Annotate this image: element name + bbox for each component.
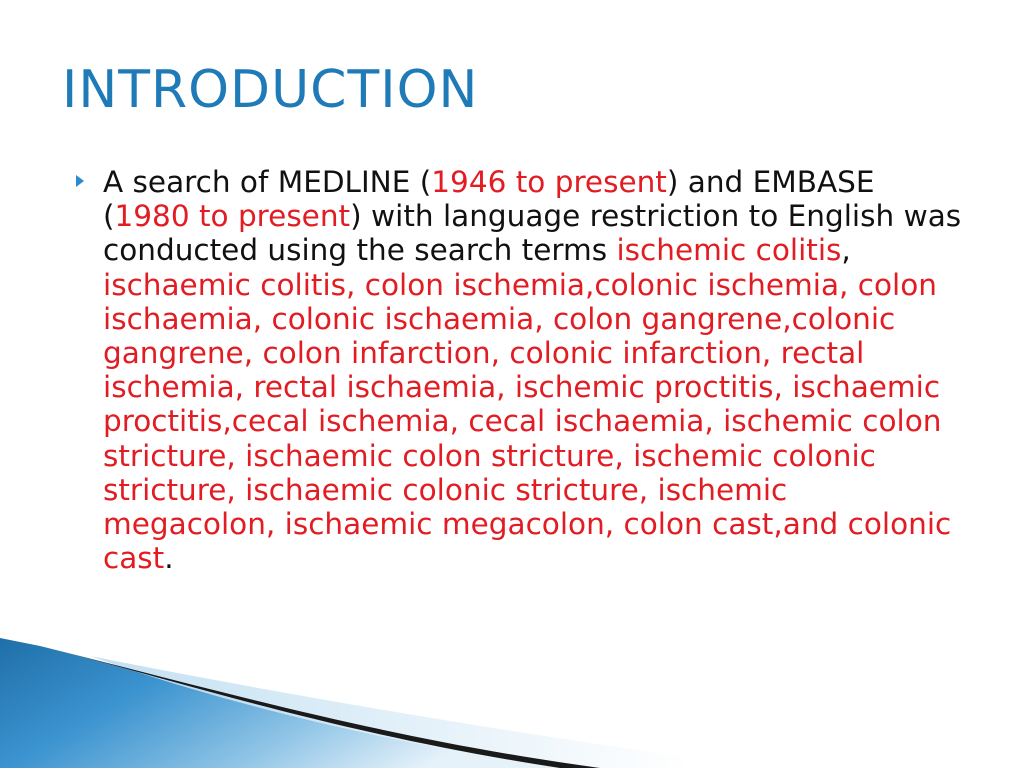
- slide-title: INTRODUCTION: [62, 60, 479, 120]
- decorative-wave: [0, 638, 1024, 768]
- search-term: ischemic colitis: [616, 233, 842, 268]
- text-segment: A search of MEDLINE (: [103, 165, 432, 199]
- bullet-paragraph: [103, 165, 963, 575]
- text-segment: ) with language restriction to English was conducted using the search terms: [103, 199, 962, 268]
- embase-date-range: 1980 to present: [114, 199, 351, 234]
- text-segment: ,: [841, 233, 851, 268]
- search-terms-list: ischaemic colitis, colon ischemia,colonic ischemia, colon ischaemia, colonic ischaemia, colon gangrene,colonic gangrene, colon infarction, colonic infarction, rectal ischemia, rectal ischaemia, ischemic proctitis, ischaemic proctitis,cecal ischemia, cecal ischaemia, ischemic colon stricture, ischaemic colon stricture, ischemic colonic stricture, ischaemic colonic stricture, ischemic megacolon, ischaemic megacolon, colon cast,and colonic cast: [103, 267, 952, 576]
- medline-date-range: 1946 to present: [431, 165, 667, 199]
- text-segment: .: [164, 541, 174, 576]
- text-segment: ) and EMBASE (: [103, 165, 875, 234]
- triangle-bullet-icon: [76, 175, 84, 187]
